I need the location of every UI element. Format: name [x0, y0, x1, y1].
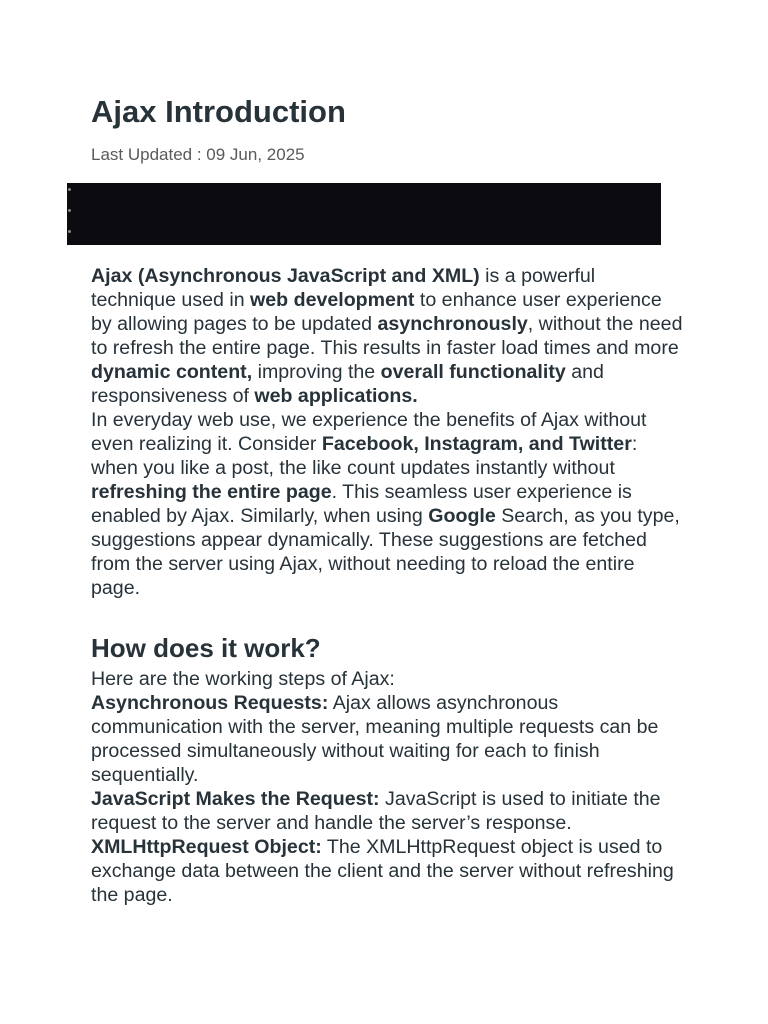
- text-span: Search, as you type, suggestions appear dynamically. These suggestions are fetched from the server using Ajax, without needing to reload the entire page.: [91, 505, 680, 599]
- media-embed[interactable]: [67, 183, 661, 245]
- section-heading: How does it work?: [91, 633, 321, 663]
- text-span: In everyday web use, we experience the benefits of Ajax without even realizing it. Consider: [91, 409, 647, 455]
- text-span: is a powerful technique used in: [91, 265, 596, 311]
- text-span: : when you like a post, the like count updates instantly without: [91, 433, 638, 479]
- text-span: , without the need to refresh the entire page. This results in faster load times and more: [91, 313, 683, 359]
- step-label: JavaScript Makes the Request:: [91, 788, 380, 810]
- bold-term: asynchronously: [377, 313, 528, 335]
- step-text: The XMLHttpRequest object is used to exchange data between the client and the server without refreshing the page.: [91, 836, 674, 906]
- intro-paragraph-1: [91, 264, 683, 408]
- text-span: improving the: [252, 361, 381, 383]
- bold-term: Google: [428, 505, 496, 527]
- step-label: XMLHttpRequest Object:: [91, 836, 322, 858]
- bold-term: dynamic content,: [91, 361, 253, 383]
- page-title: Ajax Introduction: [91, 94, 346, 129]
- bullet-dot-icon: [68, 188, 71, 191]
- article-body: [91, 264, 683, 907]
- step-item: [91, 787, 683, 835]
- bold-term: web development: [250, 289, 415, 311]
- intro-paragraph-2: [91, 408, 683, 600]
- bold-term: refreshing the entire page: [91, 481, 332, 503]
- bold-term: overall functionality: [380, 361, 566, 383]
- bullet-dot-icon: [68, 230, 71, 233]
- bold-term: Ajax (Asynchronous JavaScript and XML): [91, 265, 480, 287]
- step-label: Asynchronous Requests:: [91, 692, 329, 714]
- text-span: to enhance user experience by allowing pages to be updated: [91, 289, 662, 335]
- step-item: [91, 835, 683, 907]
- text-span: . This seamless user experience is enabled by Ajax. Similarly, when using: [91, 481, 632, 527]
- step-text: Ajax allows asynchronous communication with the server, meaning multiple requests can be processed simultaneously without waiting for each to finish sequentially.: [91, 692, 659, 786]
- bold-term: web applications.: [254, 385, 418, 407]
- steps-intro: Here are the working steps of Ajax:: [91, 668, 395, 690]
- bullet-dot-icon: [68, 209, 71, 212]
- step-text: JavaScript is used to initiate the request to the server and handle the server’s response.: [91, 788, 661, 834]
- step-item: [91, 691, 683, 787]
- last-updated-date: Last Updated : 09 Jun, 2025: [91, 145, 305, 164]
- text-span: and responsiveness of: [91, 361, 604, 407]
- bold-term: Facebook, Instagram, and Twitter: [321, 433, 632, 455]
